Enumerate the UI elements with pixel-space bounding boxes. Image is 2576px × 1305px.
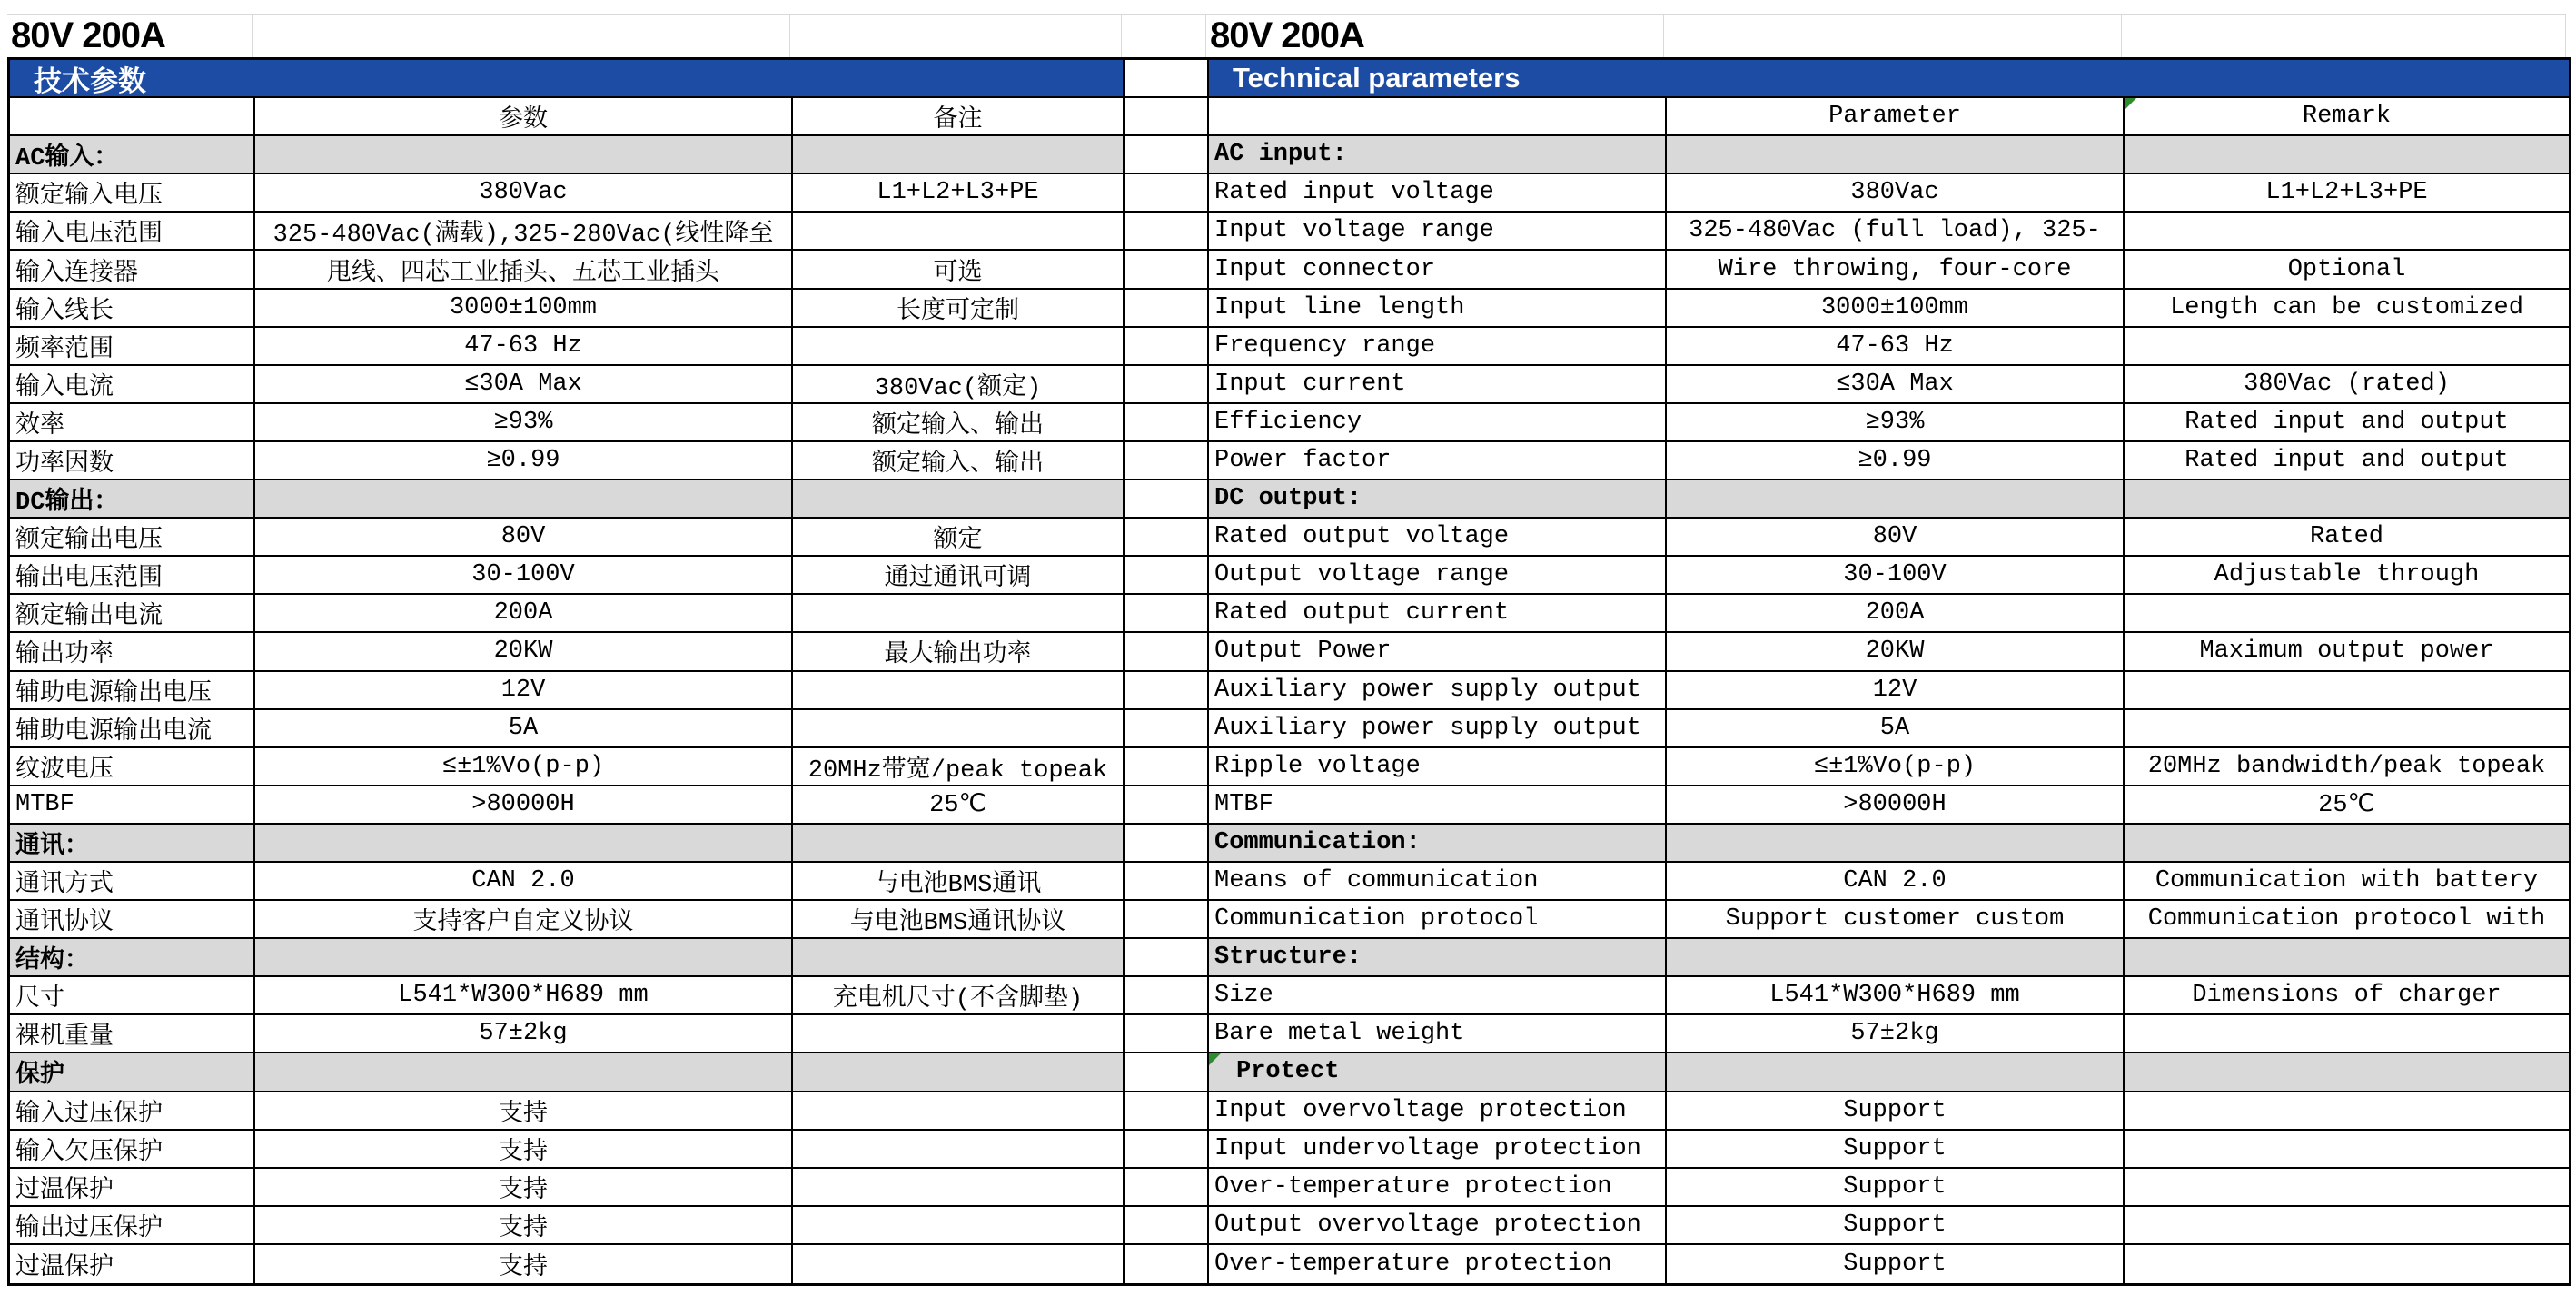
en-row-20-label[interactable]: Communication protocol	[1209, 901, 1667, 939]
en-row-1-label[interactable]: Rated input voltage	[1209, 174, 1667, 213]
zh-row-5-label[interactable]: 频率范围	[10, 328, 255, 366]
zh-col-header-label[interactable]	[10, 98, 255, 136]
gap-cell[interactable]	[1125, 404, 1209, 442]
en-row-19-remark[interactable]: Communication with battery	[2125, 863, 2569, 901]
zh-row-15-label[interactable]: 辅助电源输出电流	[10, 710, 255, 748]
zh-row-17-label[interactable]: MTBF	[10, 786, 255, 825]
zh-row-14-param[interactable]: 12V	[255, 672, 793, 710]
gap-cell[interactable]	[1125, 251, 1209, 289]
en-row-12-param[interactable]: 200A	[1667, 595, 2125, 633]
en-row-7-remark[interactable]: Rated input and output	[2125, 404, 2569, 442]
zh-row-26-label[interactable]: 输入欠压保护	[10, 1131, 255, 1169]
en-row-15-remark[interactable]	[2125, 710, 2569, 748]
en-row-26-remark[interactable]	[2125, 1131, 2569, 1169]
en-section-fill-param[interactable]	[1667, 136, 2125, 174]
en-row-6-label[interactable]: Input current	[1209, 366, 1667, 404]
zh-row-1-remark[interactable]: L1+L2+L3+PE	[793, 174, 1125, 213]
zh-row-23-remark[interactable]	[793, 1015, 1125, 1053]
zh-col-header-remark[interactable]: 备注	[793, 98, 1125, 136]
en-row-25-remark[interactable]	[2125, 1092, 2569, 1131]
en-row-12-remark[interactable]	[2125, 595, 2569, 633]
gap-cell[interactable]	[1125, 1053, 1209, 1092]
en-row-13-label[interactable]: Output Power	[1209, 633, 1667, 671]
zh-section-fill-param[interactable]	[255, 825, 793, 863]
zh-section-fill-param[interactable]	[255, 1053, 793, 1092]
zh-row-29-param[interactable]: 支持	[255, 1245, 793, 1283]
zh-row-7-label[interactable]: 效率	[10, 404, 255, 442]
zh-row-7-param[interactable]: ≥93%	[255, 404, 793, 442]
en-row-16-param[interactable]: ≤±1%Vo(p-p)	[1667, 748, 2125, 786]
en-row-19-label[interactable]: Means of communication	[1209, 863, 1667, 901]
gap-cell[interactable]	[1125, 557, 1209, 595]
en-row-27-param[interactable]: Support	[1667, 1169, 2125, 1207]
gap-cell[interactable]	[1125, 901, 1209, 939]
en-row-26-label[interactable]: Input undervoltage protection	[1209, 1131, 1667, 1169]
zh-row-19-remark[interactable]: 与电池BMS通讯	[793, 863, 1125, 901]
gap-cell[interactable]	[1125, 290, 1209, 328]
gap-cell[interactable]	[1125, 1207, 1209, 1245]
zh-row-22-label[interactable]: 尺寸	[10, 977, 255, 1015]
zh-row-10-label[interactable]: 额定输出电压	[10, 519, 255, 557]
zh-row-17-param[interactable]: >80000H	[255, 786, 793, 825]
en-section-fill-remark[interactable]	[2125, 1053, 2569, 1092]
zh-row-14-label[interactable]: 辅助电源输出电压	[10, 672, 255, 710]
en-section-9[interactable]: DC output:	[1209, 480, 1667, 519]
zh-row-28-label[interactable]: 输出过压保护	[10, 1207, 255, 1245]
en-row-20-remark[interactable]: Communication protocol with	[2125, 901, 2569, 939]
gap-cell[interactable]	[1125, 672, 1209, 710]
error-indicator-icon	[2125, 98, 2136, 110]
zh-section-24[interactable]: 保护	[10, 1053, 255, 1092]
en-row-23-label[interactable]: Bare metal weight	[1209, 1015, 1667, 1053]
title-row-cell[interactable]	[253, 15, 790, 57]
zh-row-26-param[interactable]: 支持	[255, 1131, 793, 1169]
en-row-13-remark[interactable]: Maximum output power	[2125, 633, 2569, 671]
zh-row-3-remark[interactable]: 可选	[793, 251, 1125, 289]
zh-section-fill-remark[interactable]	[793, 825, 1125, 863]
en-row-11-param[interactable]: 30-100V	[1667, 557, 2125, 595]
zh-row-20-param[interactable]: 支持客户自定义协议	[255, 901, 793, 939]
zh-row-6-label[interactable]: 输入电流	[10, 366, 255, 404]
en-row-5-remark[interactable]	[2125, 328, 2569, 366]
en-section-0[interactable]: AC input:	[1209, 136, 1667, 174]
zh-row-29-label[interactable]: 过温保护	[10, 1245, 255, 1283]
en-row-15-label[interactable]: Auxiliary power supply output	[1209, 710, 1667, 748]
zh-section-fill-param[interactable]	[255, 480, 793, 519]
zh-row-19-label[interactable]: 通讯方式	[10, 863, 255, 901]
en-table-header[interactable]: Technical parameters	[1209, 60, 2569, 98]
zh-row-12-remark[interactable]	[793, 595, 1125, 633]
en-row-26-param[interactable]: Support	[1667, 1131, 2125, 1169]
gap-cell[interactable]	[1125, 136, 1209, 174]
zh-row-28-remark[interactable]	[793, 1207, 1125, 1245]
en-row-22-label[interactable]: Size	[1209, 977, 1667, 1015]
gap-cell[interactable]	[1125, 1245, 1209, 1283]
zh-row-13-param[interactable]: 20KW	[255, 633, 793, 671]
zh-row-1-label[interactable]: 额定输入电压	[10, 174, 255, 213]
gap-cell[interactable]	[1125, 825, 1209, 863]
en-row-6-param[interactable]: ≤30A Max	[1667, 366, 2125, 404]
spreadsheet	[0, 14, 2576, 1305]
en-row-8-remark[interactable]: Rated input and output	[2125, 442, 2569, 480]
title-row-cell[interactable]	[2122, 15, 2566, 57]
en-row-6-remark[interactable]: 380Vac (rated)	[2125, 366, 2569, 404]
gap-cell[interactable]	[1125, 519, 1209, 557]
en-section-fill-remark[interactable]	[2125, 939, 2569, 977]
zh-row-20-remark[interactable]: 与电池BMS通讯协议	[793, 901, 1125, 939]
en-section-fill-param[interactable]	[1667, 1053, 2125, 1092]
gap-cell[interactable]	[1125, 174, 1209, 213]
en-row-17-remark[interactable]: 25℃	[2125, 786, 2569, 825]
zh-section-18[interactable]: 通讯：	[10, 825, 255, 863]
zh-row-28-param[interactable]: 支持	[255, 1207, 793, 1245]
zh-row-25-label[interactable]: 输入过压保护	[10, 1092, 255, 1131]
gap-cell[interactable]	[1125, 748, 1209, 786]
gap-cell[interactable]	[1125, 786, 1209, 825]
en-row-16-remark[interactable]: 20MHz bandwidth/peak topeak	[2125, 748, 2569, 786]
zh-row-8-param[interactable]: ≥0.99	[255, 442, 793, 480]
zh-row-25-param[interactable]: 支持	[255, 1092, 793, 1131]
zh-section-fill-remark[interactable]	[793, 480, 1125, 519]
title-row	[7, 14, 2566, 57]
zh-section-fill-param[interactable]	[255, 136, 793, 174]
en-row-17-param[interactable]: >80000H	[1667, 786, 2125, 825]
en-row-14-label[interactable]: Auxiliary power supply output	[1209, 672, 1667, 710]
gap-cell[interactable]	[1125, 977, 1209, 1015]
en-row-10-param[interactable]: 80V	[1667, 519, 2125, 557]
zh-row-16-label[interactable]: 纹波电压	[10, 748, 255, 786]
zh-row-27-label[interactable]: 过温保护	[10, 1169, 255, 1207]
en-row-1-remark[interactable]: L1+L2+L3+PE	[2125, 174, 2569, 213]
zh-table-header[interactable]: 技术参数	[10, 60, 1125, 98]
en-row-28-label[interactable]: Output overvoltage protection	[1209, 1207, 1667, 1245]
en-row-11-remark[interactable]: Adjustable through	[2125, 557, 2569, 595]
en-col-header-param[interactable]: Parameter	[1667, 98, 2125, 136]
en-row-11-label[interactable]: Output voltage range	[1209, 557, 1667, 595]
en-row-29-label[interactable]: Over-temperature protection	[1209, 1245, 1667, 1283]
en-section-fill-param[interactable]	[1667, 939, 2125, 977]
zh-row-4-label[interactable]: 输入线长	[10, 290, 255, 328]
en-row-2-remark[interactable]	[2125, 213, 2569, 251]
zh-row-6-param[interactable]: ≤30A Max	[255, 366, 793, 404]
en-row-25-param[interactable]: Support	[1667, 1092, 2125, 1131]
zh-row-16-param[interactable]: ≤±1%Vo(p-p)	[255, 748, 793, 786]
zh-section-fill-remark[interactable]	[793, 1053, 1125, 1092]
zh-row-13-remark[interactable]: 最大输出功率	[793, 633, 1125, 671]
zh-row-13-label[interactable]: 输出功率	[10, 633, 255, 671]
gap-cell[interactable]	[1125, 633, 1209, 671]
en-row-23-remark[interactable]	[2125, 1015, 2569, 1053]
en-col-header-label[interactable]	[1209, 98, 1667, 136]
zh-row-8-remark[interactable]: 额定输入、输出	[793, 442, 1125, 480]
error-indicator-icon	[1209, 1053, 1221, 1065]
zh-row-22-remark[interactable]: 充电机尺寸(不含脚垫)	[793, 977, 1125, 1015]
zh-row-23-param[interactable]: 57±2kg	[255, 1015, 793, 1053]
table-grid	[7, 57, 2571, 1286]
zh-row-27-remark[interactable]	[793, 1169, 1125, 1207]
en-row-1-param[interactable]: 380Vac	[1667, 174, 2125, 213]
en-row-14-remark[interactable]	[2125, 672, 2569, 710]
en-row-15-param[interactable]: 5A	[1667, 710, 2125, 748]
zh-row-23-label[interactable]: 裸机重量	[10, 1015, 255, 1053]
en-row-3-remark[interactable]: Optional	[2125, 251, 2569, 289]
zh-row-2-remark[interactable]	[793, 213, 1125, 251]
en-row-28-remark[interactable]	[2125, 1207, 2569, 1245]
zh-row-4-param[interactable]: 3000±100mm	[255, 290, 793, 328]
en-section-fill-param[interactable]	[1667, 825, 2125, 863]
zh-section-9[interactable]: DC输出：	[10, 480, 255, 519]
en-row-29-param[interactable]: Support	[1667, 1245, 2125, 1283]
zh-row-19-param[interactable]: CAN 2.0	[255, 863, 793, 901]
en-row-2-param[interactable]: 325-480Vac (full load), 325-	[1667, 213, 2125, 251]
gap-cell-header[interactable]	[1125, 60, 1209, 98]
zh-row-17-remark[interactable]: 25℃	[793, 786, 1125, 825]
en-section-24[interactable]: Protect	[1209, 1053, 1667, 1092]
zh-col-header-param[interactable]: 参数	[255, 98, 793, 136]
en-row-22-param[interactable]: L541*W300*H689 mm	[1667, 977, 2125, 1015]
gap-cell[interactable]	[1125, 213, 1209, 251]
title-row-cell[interactable]	[790, 15, 1122, 57]
en-row-13-param[interactable]: 20KW	[1667, 633, 2125, 671]
gap-cell[interactable]	[1125, 595, 1209, 633]
gap-cell[interactable]	[1125, 366, 1209, 404]
gap-cell-colhdr[interactable]	[1125, 98, 1209, 136]
zh-row-2-label[interactable]: 输入电压范围	[10, 213, 255, 251]
en-row-22-remark[interactable]: Dimensions of charger	[2125, 977, 2569, 1015]
zh-row-3-param[interactable]: 甩线、四芯工业插头、五芯工业插头	[255, 251, 793, 289]
en-section-fill-remark[interactable]	[2125, 480, 2569, 519]
title-row-gap-cell[interactable]	[1122, 15, 1206, 57]
gap-cell[interactable]	[1125, 328, 1209, 366]
en-section-fill-remark[interactable]	[2125, 136, 2569, 174]
zh-section-fill-param[interactable]	[255, 939, 793, 977]
gap-cell[interactable]	[1125, 939, 1209, 977]
zh-section-21[interactable]: 结构：	[10, 939, 255, 977]
zh-row-10-param[interactable]: 80V	[255, 519, 793, 557]
sheet-title-right-cell[interactable]	[1206, 15, 1664, 57]
gap-cell[interactable]	[1125, 1131, 1209, 1169]
en-row-8-label[interactable]: Power factor	[1209, 442, 1667, 480]
zh-section-fill-remark[interactable]	[793, 939, 1125, 977]
en-row-16-label[interactable]: Ripple voltage	[1209, 748, 1667, 786]
en-row-3-label[interactable]: Input connector	[1209, 251, 1667, 289]
en-row-10-remark[interactable]: Rated	[2125, 519, 2569, 557]
en-row-10-label[interactable]: Rated output voltage	[1209, 519, 1667, 557]
en-row-19-param[interactable]: CAN 2.0	[1667, 863, 2125, 901]
gap-cell[interactable]	[1125, 1015, 1209, 1053]
en-row-20-param[interactable]: Support customer custom	[1667, 901, 2125, 939]
en-row-5-label[interactable]: Frequency range	[1209, 328, 1667, 366]
gap-cell[interactable]	[1125, 442, 1209, 480]
zh-row-7-remark[interactable]: 额定输入、输出	[793, 404, 1125, 442]
en-row-2-label[interactable]: Input voltage range	[1209, 213, 1667, 251]
zh-row-11-remark[interactable]: 通过通讯可调	[793, 557, 1125, 595]
en-row-28-param[interactable]: Support	[1667, 1207, 2125, 1245]
en-col-header-remark[interactable]: Remark	[2125, 98, 2569, 136]
zh-row-22-param[interactable]: L541*W300*H689 mm	[255, 977, 793, 1015]
zh-row-1-param[interactable]: 380Vac	[255, 174, 793, 213]
sheet-title-left-cell[interactable]	[7, 15, 253, 57]
zh-row-8-label[interactable]: 功率因数	[10, 442, 255, 480]
en-section-18[interactable]: Communication:	[1209, 825, 1667, 863]
sheet-title-right: 80V 200A	[1210, 15, 1364, 55]
zh-row-25-remark[interactable]	[793, 1092, 1125, 1131]
en-row-23-param[interactable]: 57±2kg	[1667, 1015, 2125, 1053]
zh-row-5-param[interactable]: 47-63 Hz	[255, 328, 793, 366]
en-row-5-param[interactable]: 47-63 Hz	[1667, 328, 2125, 366]
en-row-7-label[interactable]: Efficiency	[1209, 404, 1667, 442]
zh-row-3-label[interactable]: 输入连接器	[10, 251, 255, 289]
en-row-4-param[interactable]: 3000±100mm	[1667, 290, 2125, 328]
zh-section-fill-remark[interactable]	[793, 136, 1125, 174]
en-row-4-remark[interactable]: Length can be customized	[2125, 290, 2569, 328]
zh-row-6-remark[interactable]: 380Vac(额定)	[793, 366, 1125, 404]
en-row-8-param[interactable]: ≥0.99	[1667, 442, 2125, 480]
en-row-17-label[interactable]: MTBF	[1209, 786, 1667, 825]
zh-row-26-remark[interactable]	[793, 1131, 1125, 1169]
gap-cell[interactable]	[1125, 1169, 1209, 1207]
en-section-fill-remark[interactable]	[2125, 825, 2569, 863]
sheet-title-left: 80V 200A	[11, 15, 165, 55]
zh-row-29-remark[interactable]	[793, 1245, 1125, 1283]
en-row-27-remark[interactable]	[2125, 1169, 2569, 1207]
zh-row-15-param[interactable]: 5A	[255, 710, 793, 748]
en-section-fill-param[interactable]	[1667, 480, 2125, 519]
en-row-25-label[interactable]: Input overvoltage protection	[1209, 1092, 1667, 1131]
zh-row-12-param[interactable]: 200A	[255, 595, 793, 633]
zh-row-10-remark[interactable]: 额定	[793, 519, 1125, 557]
en-row-14-param[interactable]: 12V	[1667, 672, 2125, 710]
en-section-21[interactable]: Structure:	[1209, 939, 1667, 977]
en-row-7-param[interactable]: ≥93%	[1667, 404, 2125, 442]
zh-row-27-param[interactable]: 支持	[255, 1169, 793, 1207]
zh-row-11-label[interactable]: 输出电压范围	[10, 557, 255, 595]
gap-cell[interactable]	[1125, 863, 1209, 901]
zh-row-2-param[interactable]: 325-480Vac(满载),325-280Vac(线性降至	[255, 213, 793, 251]
title-row-cell[interactable]	[1664, 15, 2122, 57]
en-row-4-label[interactable]: Input line length	[1209, 290, 1667, 328]
zh-row-15-remark[interactable]	[793, 710, 1125, 748]
zh-row-14-remark[interactable]	[793, 672, 1125, 710]
en-row-29-remark[interactable]	[2125, 1245, 2569, 1283]
gap-cell[interactable]	[1125, 1092, 1209, 1131]
en-row-3-param[interactable]: Wire throwing, four-core	[1667, 251, 2125, 289]
en-row-27-label[interactable]: Over-temperature protection	[1209, 1169, 1667, 1207]
zh-row-12-label[interactable]: 额定输出电流	[10, 595, 255, 633]
zh-section-0[interactable]: AC输入：	[10, 136, 255, 174]
zh-row-4-remark[interactable]: 长度可定制	[793, 290, 1125, 328]
zh-row-11-param[interactable]: 30-100V	[255, 557, 793, 595]
en-row-12-label[interactable]: Rated output current	[1209, 595, 1667, 633]
zh-row-16-remark[interactable]: 20MHz带宽/peak topeak	[793, 748, 1125, 786]
gap-cell[interactable]	[1125, 710, 1209, 748]
zh-row-20-label[interactable]: 通讯协议	[10, 901, 255, 939]
zh-row-5-remark[interactable]	[793, 328, 1125, 366]
gap-cell[interactable]	[1125, 480, 1209, 519]
